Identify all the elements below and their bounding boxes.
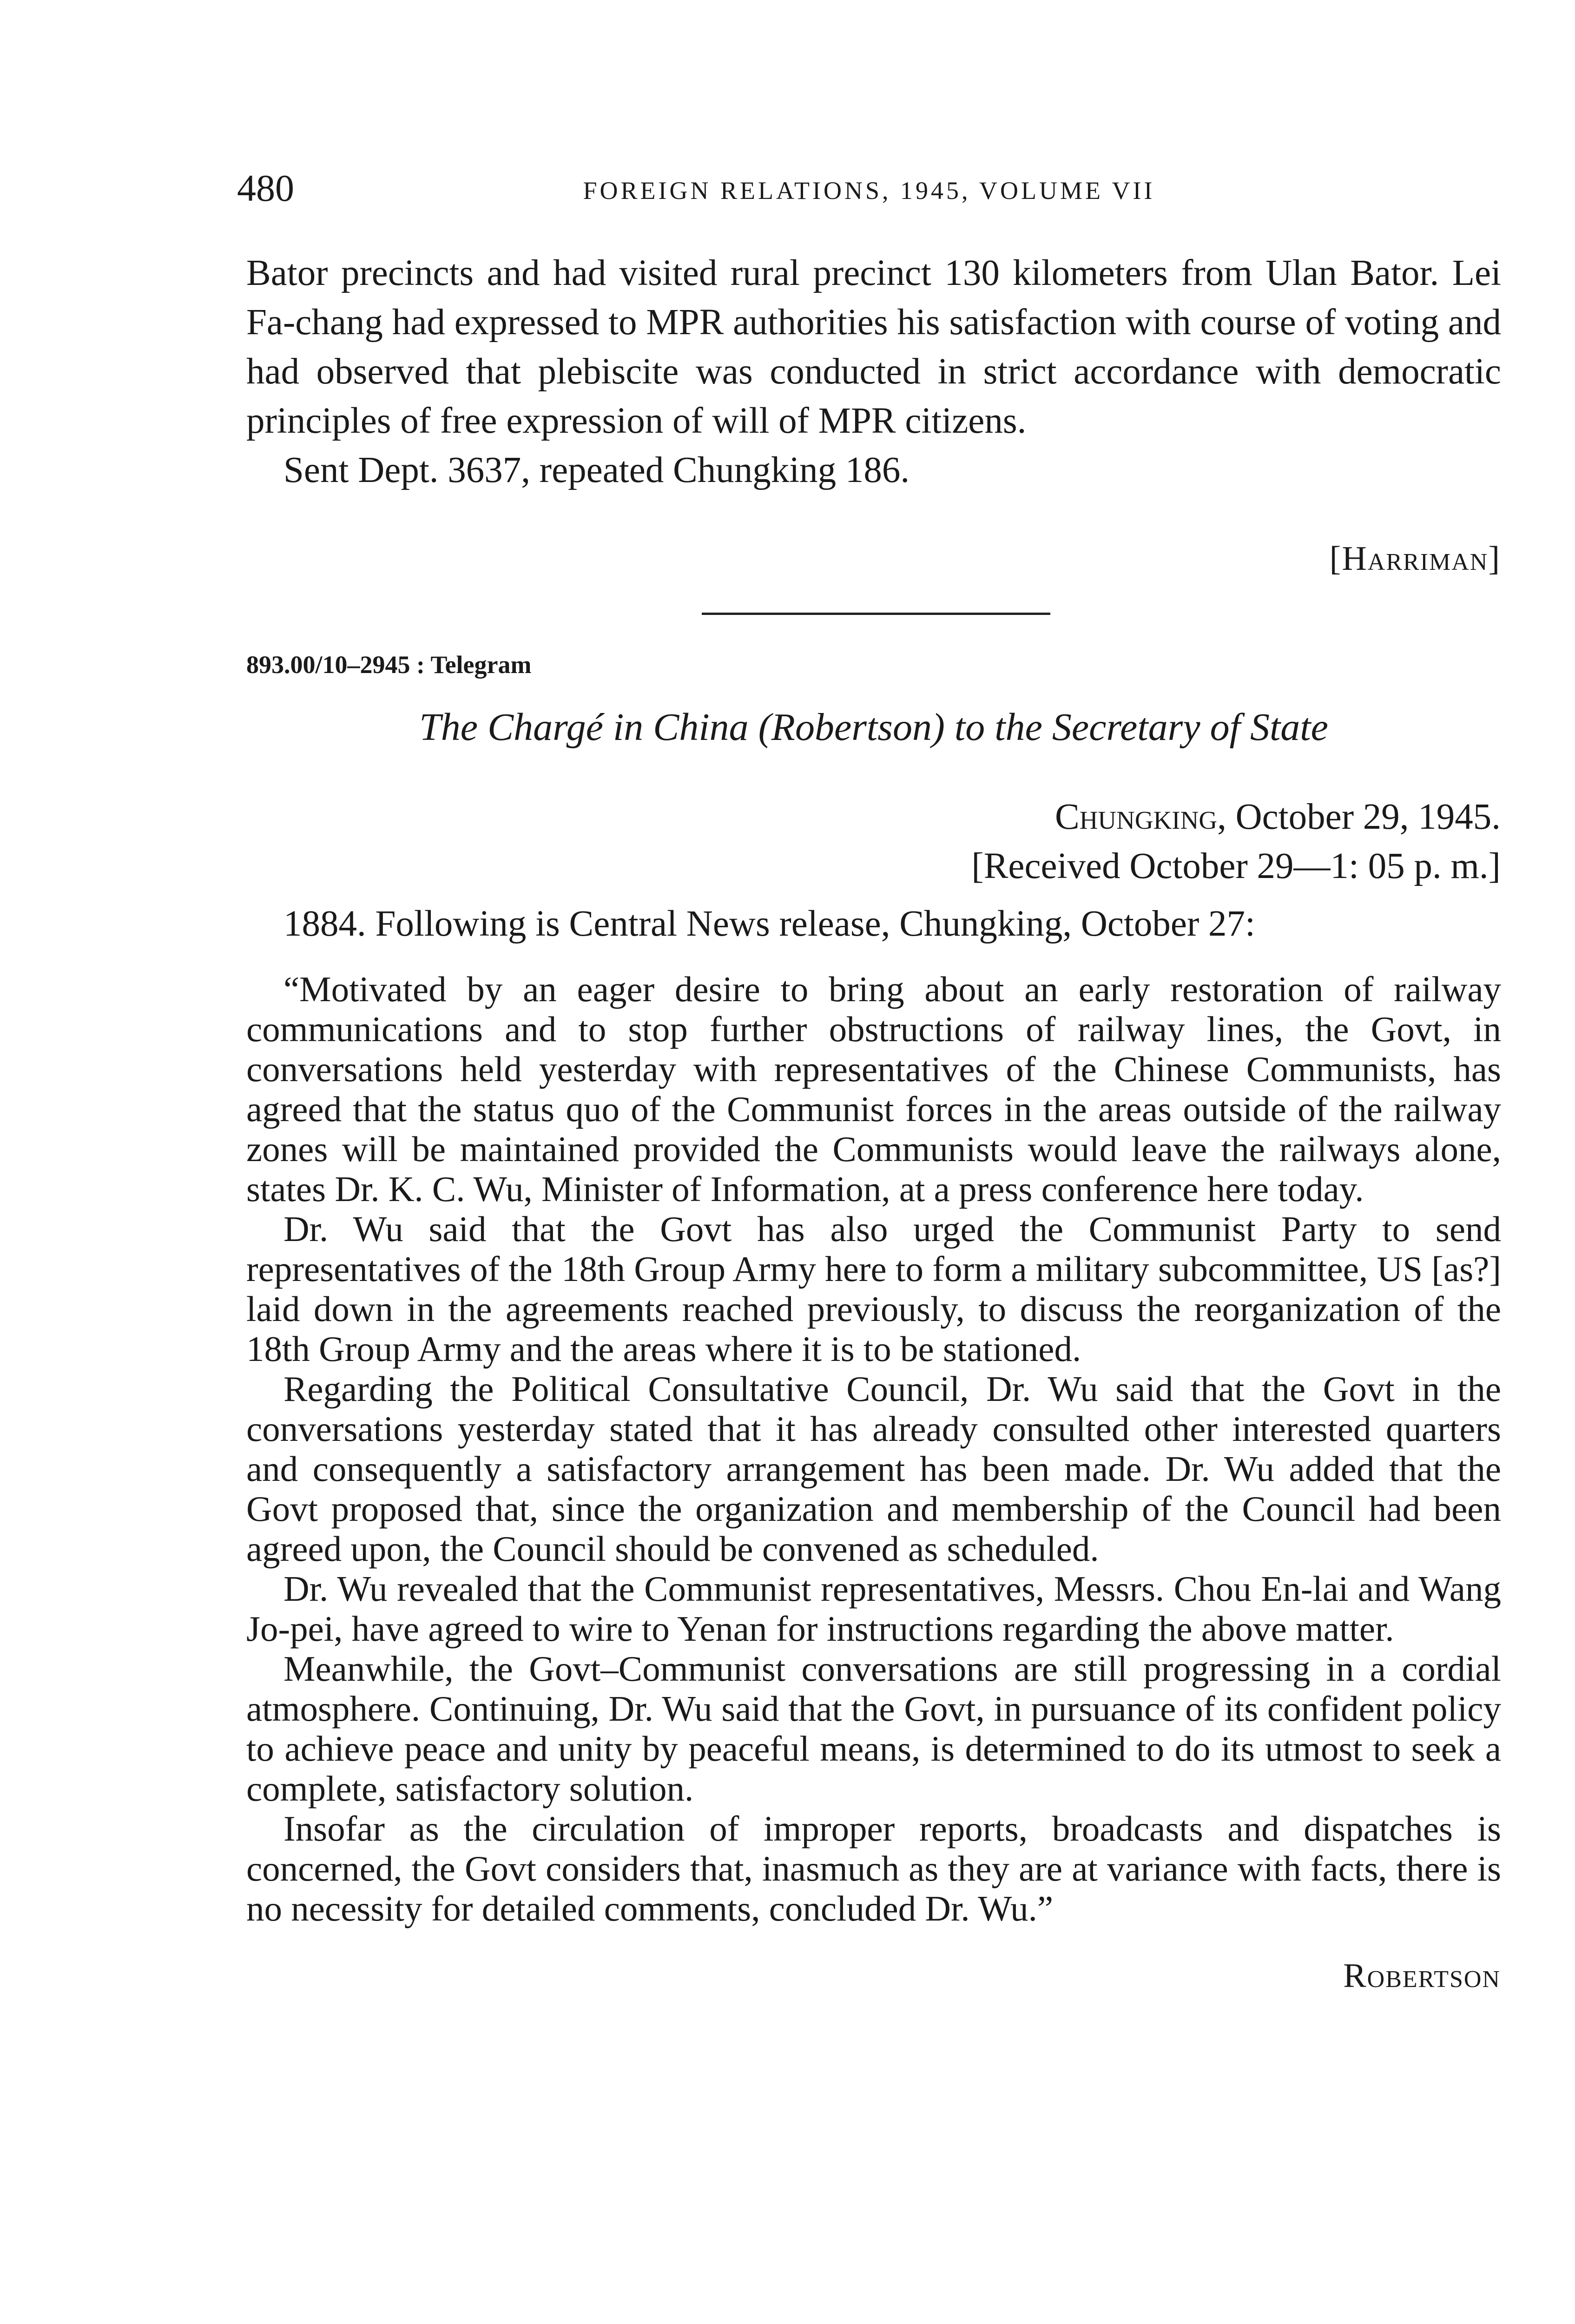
received-line: [Received October 29—1: 05 p. m.] bbox=[971, 846, 1501, 886]
intro-paragraph: 1884. Following is Central News release, Chungking, October 27: bbox=[283, 904, 1255, 944]
quoted-paragraph: Regarding the Political Consultative Council, Dr. Wu said that the Govt in the conversations yesterday stated that it has already consulted other interested quarters and consequently a satisfactory arrangement has been made. Dr. Wu added that the Govt proposed that, since the organization and membership of the Council had been agreed upon, the Council should be convened as scheduled. bbox=[246, 1369, 1501, 1569]
sent-line: Sent Dept. 3637, repeated Chungking 186. bbox=[283, 450, 910, 490]
previous-document-ending bbox=[246, 249, 1501, 495]
file-reference: 893.00/10–2945 : Telegram bbox=[246, 651, 532, 679]
harriman-signature: [Harriman] bbox=[1329, 540, 1501, 578]
section-divider bbox=[702, 613, 1050, 615]
quoted-paragraph: Dr. Wu revealed that the Communist representatives, Messrs. Chou En-lai and Wang Jo-pei, have agreed to wire to Yenan for instructions regarding the above matter. bbox=[246, 1569, 1501, 1649]
place: Chungking bbox=[1055, 797, 1218, 837]
place-date-line bbox=[1055, 792, 1501, 842]
page-header bbox=[237, 165, 1501, 216]
page-number: 480 bbox=[237, 167, 294, 209]
quoted-paragraph: “Motivated by an eager desire to bring about an early restoration of railway communications and to stop further obstructions of railway lines, the Govt, in conversations held yesterday with representatives of the Chinese Communists, has agreed that the status quo of the Communist forces in the areas outside of the railway zones will be maintained provided the Communists would leave the railways alone, states Dr. K. C. Wu, Minister of Information, at a press conference here today. bbox=[246, 969, 1501, 1209]
robertson-signature: Robertson bbox=[1343, 1957, 1501, 1995]
quoted-paragraph: Insofar as the circulation of improper reports, broadcasts and dispatches is concerned, the Govt considers that, inasmuch as they are at variance with facts, there is no necessity for detailed comments, concluded Dr. Wu.” bbox=[246, 1809, 1501, 1928]
quoted-paragraph: Dr. Wu said that the Govt has also urged the Communist Party to send representatives of the 18th Group Army here to form a military subcommittee, US [as?] laid down in the agreements reached previously, to discuss the reorganization of the 18th Group Army and the areas where it is to be stationed. bbox=[246, 1209, 1501, 1369]
quoted-release bbox=[246, 969, 1501, 1928]
telegram-intro bbox=[246, 899, 1501, 949]
date: , October 29, 1945. bbox=[1217, 797, 1501, 837]
document-title: The Chargé in China (Robertson) to the Secretary of State bbox=[419, 706, 1328, 749]
quoted-paragraph: Meanwhile, the Govt–Communist conversations are still progressing in a cordial atmosphere. Continuing, Dr. Wu said that the Govt, in pursuance of its confident policy to achieve peace and unity by peaceful means, is determined to do its utmost to seek a complete, satisfactory solution. bbox=[246, 1649, 1501, 1809]
continuation-paragraph: Bator precincts and had visited rural precinct 130 kilometers from Ulan Bator. Lei Fa-chang had expressed to MPR authorities his satisfaction with course of voting and had observed that plebiscite was conducted in strict accordance with democratic principles of free expression of will of MPR citizens. bbox=[246, 253, 1501, 441]
running-head: FOREIGN RELATIONS, 1945, VOLUME VII bbox=[583, 177, 1155, 205]
